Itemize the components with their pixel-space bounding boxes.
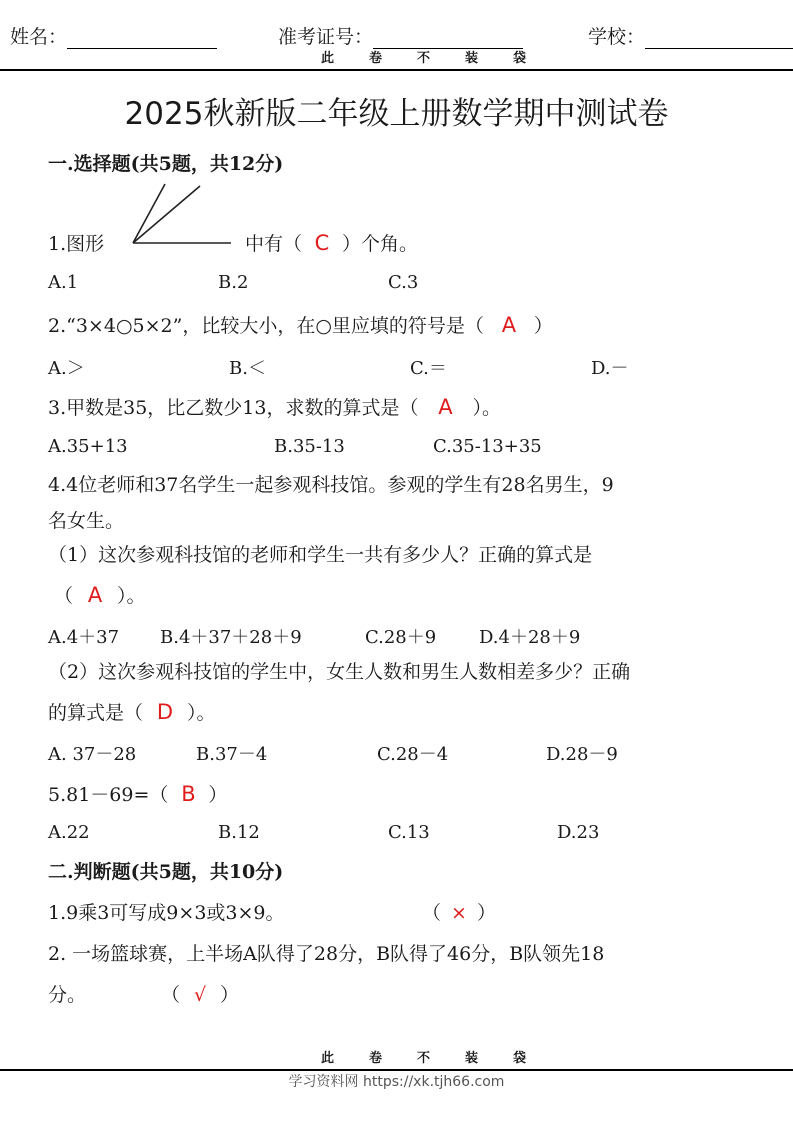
- header-seal-text: 此 卷 不 装 袋: [321, 51, 527, 66]
- q2-option-d: D.－: [591, 358, 629, 379]
- q4-sub2-answer: D: [156, 700, 174, 724]
- q3-answer: A: [438, 395, 453, 419]
- q4-sub2-blank: 的算式是（ D ）。: [48, 700, 216, 724]
- q4-sub2-line1: （2）这次参观科技馆的学生中，女生人数和男生人数相差多少？正确: [48, 661, 631, 683]
- name-field: [10, 22, 217, 49]
- q2-option-b: B.＜: [229, 358, 266, 379]
- q5-question: 5.81－69=（ B ）: [48, 782, 228, 806]
- q3-question: 3.甲数是35，比乙数少13，求数的算式是（ A ）。: [48, 395, 501, 419]
- q4-sub1-answer: A: [87, 583, 103, 607]
- tf2-blank: （ √ ）: [161, 984, 240, 1006]
- section2-heading: 二.判断题(共5题，共10分): [48, 861, 284, 883]
- q1-question: 中有（ C ）个角。: [245, 231, 419, 255]
- q5-option-b: B.12: [218, 822, 260, 843]
- tf2-answer: √: [193, 984, 207, 1006]
- q2-option-c: C.＝: [410, 358, 447, 379]
- q4-sub1-option-c: C.28＋9: [365, 627, 437, 648]
- school-field: [588, 22, 793, 49]
- q2-answer: A: [501, 313, 517, 337]
- q4-sub2-option-b: B.37－4: [196, 744, 268, 765]
- q2-option-a: A.＞: [48, 358, 85, 379]
- q3-option-c: C.35-13+35: [433, 436, 542, 457]
- q4-sub2-option-d: D.28－9: [546, 744, 618, 765]
- tf2-line2: 分。: [48, 984, 87, 1006]
- tf1-answer: ×: [451, 902, 467, 924]
- q5-option-d: D.23: [557, 822, 600, 843]
- q4-sub1-line1: （1）这次参观科技馆的老师和学生一共有多少人？正确的算式是: [48, 544, 593, 566]
- school-blank: [645, 30, 793, 49]
- footer-seal-text: 此 卷 不 装 袋: [321, 1051, 527, 1066]
- q4-sub2-option-c: C.28－4: [377, 744, 449, 765]
- tf2-line1: 2. 一场篮球赛，上半场A队得了28分，B队得了46分，B队领先18: [48, 943, 605, 965]
- name-blank: [67, 30, 217, 49]
- q1-option-a: A.1: [48, 272, 79, 293]
- q4-sub1-blank: （ A ）。: [54, 583, 146, 607]
- q5-option-a: A.22: [48, 822, 90, 843]
- q3-option-a: A.35+13: [48, 436, 128, 457]
- q5-answer: B: [181, 782, 196, 806]
- q5-option-c: C.13: [388, 822, 430, 843]
- exam-no-label: 准考证号：: [278, 26, 374, 48]
- q1-answer: C: [314, 231, 330, 255]
- footer-watermark[interactable]: 学习资料网 https://xk.tjh66.com: [288, 1074, 505, 1090]
- q3-option-b: B.35-13: [274, 436, 345, 457]
- header-rule: [0, 69, 793, 71]
- q4-sub1-option-a: A.4＋37: [48, 627, 120, 648]
- q4-sub2-option-a: A. 37－28: [48, 744, 137, 765]
- q1-prefix: 1.图形: [48, 233, 105, 255]
- school-label: 学校：: [588, 26, 646, 48]
- tf1-blank: （ × ）: [422, 902, 497, 924]
- q2-question: 2.“3×4○5×2”，比较大小，在○里应填的符号是（ A ）: [48, 313, 553, 337]
- q4-sub1-option-d: D.4＋28＋9: [479, 627, 581, 648]
- name-label: 姓名：: [10, 26, 68, 48]
- page-title: 2025秋新版二年级上册数学期中测试卷: [124, 96, 669, 132]
- q4-sub1-option-b: B.4＋37＋28＋9: [160, 627, 302, 648]
- q1-option-b: B.2: [218, 272, 249, 293]
- section1-heading: 一.选择题(共5题，共12分): [48, 153, 284, 175]
- exam-no-field: [278, 22, 523, 49]
- tf1-statement: 1.9乘3可写成9×3或3×9。: [48, 902, 285, 924]
- q4-line1: 4.4位老师和37名学生一起参观科技馆。参观的学生有28名男生，9: [48, 474, 614, 496]
- q4-line2: 名女生。: [48, 510, 125, 532]
- q1-option-c: C.3: [388, 272, 419, 293]
- angle-figure: [128, 180, 238, 250]
